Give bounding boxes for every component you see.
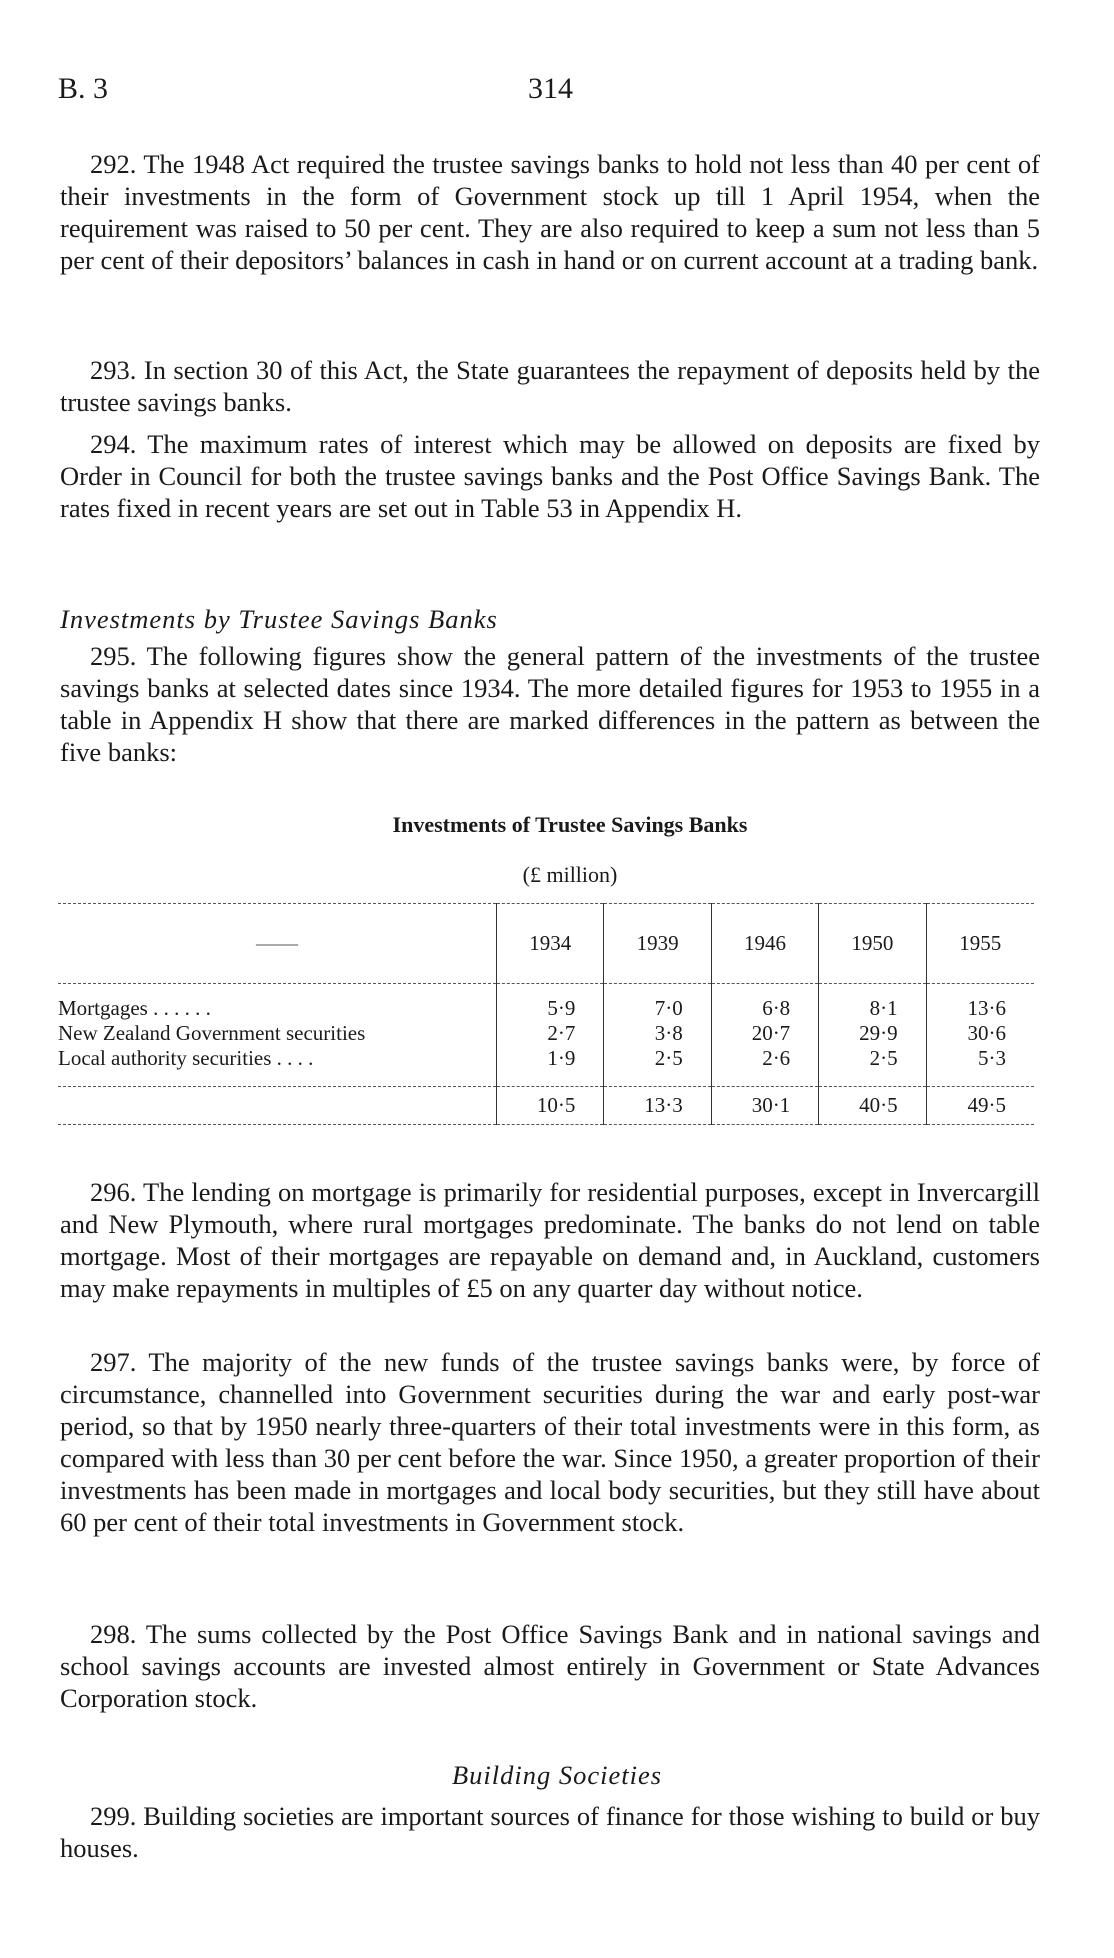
table-cell: 29·9 <box>819 1021 926 1046</box>
table-cell: 2·7 <box>497 1021 604 1046</box>
total-cell: 10·5 <box>497 1087 604 1125</box>
table-cell: 6·8 <box>711 996 818 1021</box>
table-cell: 2·6 <box>711 1046 818 1071</box>
paragraph-292: 292. The 1948 Act required the trustee savings banks to hold not less than 40 per cent of their investments in the form of Government stock up till 1 April 1954, when the requirement was raised to 50 per cent. They are also required to keep a sum not less than 5 per cent of their depositors’ balances in cash in hand or on current account at a trading bank. <box>60 149 1040 275</box>
row-label-local-authority-securities: Local authority securities . . . . <box>58 1045 314 1070</box>
paragraph-294: 294. The maximum rates of interest which may be allowed on deposits are fixed by Order in Council for both the trustee savings banks and the Post Office Savings Bank. The rates fixed in recent years are set out in Table 53 in Appendix H. <box>60 429 1040 523</box>
table-row <box>58 1046 1034 1071</box>
table-cell: 20·7 <box>711 1021 818 1046</box>
year-header-1950: 1950 <box>819 904 926 984</box>
paragraph-297: 297. The majority of the new funds of the trustee savings banks were, by force of circumstance, channelled into Government securities during the war and early post-war period, so that by 1950 nearly three-quarters of their total investments were in this form, as compared with less than 30 per cent before the war. Since 1950, a greater proportion of their investments has been made in mortgages and local body securities, but they still have about 60 per cent of their total investments in Government stock. <box>60 1347 1040 1537</box>
table-cell: 5·9 <box>497 996 604 1021</box>
table-unit: (£ million) <box>522 862 618 887</box>
year-header-1934: 1934 <box>497 904 604 984</box>
document-reference: B. 3 <box>58 72 109 105</box>
table-row <box>58 996 1034 1021</box>
page-number: 314 <box>528 72 573 105</box>
section-heading-building-societies: Building Societies <box>451 1760 663 1790</box>
total-cell: 49·5 <box>926 1087 1034 1125</box>
paragraph-296: 296. The lending on mortgage is primarily for residential purposes, except in Invercargill and New Plymouth, where rural mortgages predominate. The banks do not lend on table mortgage. Most of their mortgages are repayable on demand and, in Auckland, customers may make repayments in multiples of £5 on any quarter day without notice. <box>60 1177 1040 1303</box>
total-cell: 13·3 <box>604 1087 711 1125</box>
table-cell: 2·5 <box>604 1046 711 1071</box>
table-cell: 2·5 <box>819 1046 926 1071</box>
table-cell: 13·6 <box>926 996 1034 1021</box>
paragraph-293: 293. In section 30 of this Act, the State guarantees the repayment of deposits held by the trustee savings banks. <box>60 355 1040 417</box>
table-cell: 30·6 <box>926 1021 1034 1046</box>
table-total-row <box>58 1087 1034 1125</box>
table-cell: 1·9 <box>497 1046 604 1071</box>
table-title: Investments of Trustee Savings Banks <box>392 812 748 837</box>
total-cell: 40·5 <box>819 1087 926 1125</box>
paragraph-295: 295. The following figures show the general pattern of the investments of the trustee savings banks at selected dates since 1934. The more detailed figures for 1953 to 1955 in a table in Appendix H show that there are marked differences in the pattern as between the five banks: <box>60 641 1040 767</box>
total-cell: 30·1 <box>711 1087 818 1125</box>
table-cell: 7·0 <box>604 996 711 1021</box>
table-cell: 8·1 <box>819 996 926 1021</box>
paragraph-298: 298. The sums collected by the Post Office Savings Bank and in national savings and school savings accounts are invested almost entirely in Government or State Advances Corporation stock. <box>60 1619 1040 1713</box>
year-header-1939: 1939 <box>604 904 711 984</box>
stub-header: —— <box>256 931 298 955</box>
paragraph-299: 299. Building societies are important sources of finance for those wishing to build or buy houses. <box>60 1801 1040 1863</box>
year-header-1946: 1946 <box>711 904 818 984</box>
year-header-1955: 1955 <box>926 904 1034 984</box>
table-row <box>58 1021 1034 1046</box>
section-heading-investments: Investments by Trustee Savings Banks <box>60 604 498 634</box>
table-header-row <box>58 904 1034 984</box>
table-cell: 5·3 <box>926 1046 1034 1071</box>
investments-table <box>58 903 1034 1125</box>
row-label-nz-government-securities: New Zealand Government securities <box>58 1020 366 1045</box>
page-header <box>58 72 1038 116</box>
table-cell: 3·8 <box>604 1021 711 1046</box>
row-label-mortgages: Mortgages . . . . . . <box>58 995 211 1020</box>
